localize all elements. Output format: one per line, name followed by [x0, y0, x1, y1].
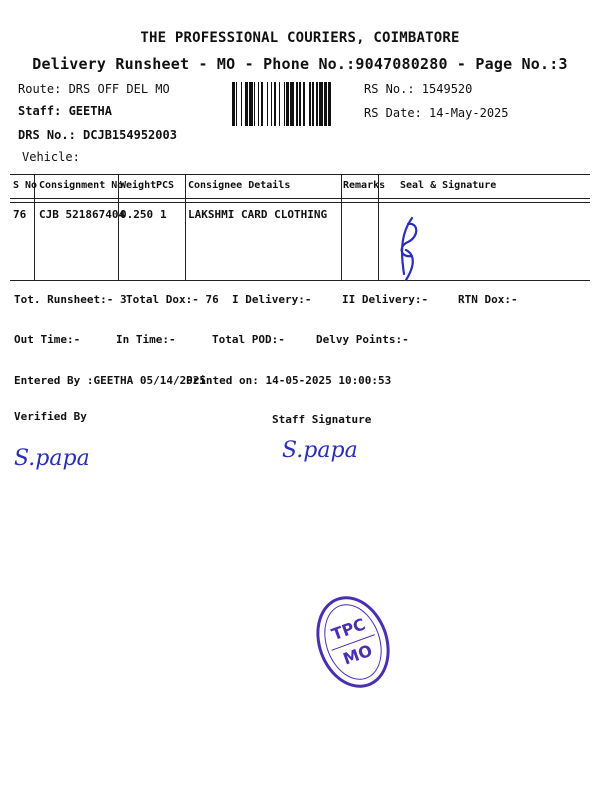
total-pod: Total POD:-: [212, 333, 285, 346]
col-sno: S No: [13, 180, 38, 191]
col-consignment: Consignment No: [39, 180, 124, 191]
tot-runsheet: Tot. Runsheet:- 3: [14, 293, 127, 306]
rtn-dox: RTN Dox:-: [458, 293, 518, 306]
consignment-table: [10, 174, 590, 282]
cell-consignment: CJB 521867404: [39, 208, 126, 221]
col-seal-signature: Seal & Signature: [400, 180, 497, 191]
stamp-line2: MO: [340, 640, 375, 669]
company-title: THE PROFESSIONAL COURIERS, COIMBATORE: [140, 30, 460, 46]
staff-signature: S.papa: [282, 438, 358, 463]
in-time: In Time:-: [116, 333, 176, 346]
cell-consignee: LAKSHMI CARD CLOTHING: [188, 208, 328, 221]
cell-weight: 0.250: [120, 208, 154, 221]
handwritten-signature-mark: [394, 214, 424, 284]
runsheet-subtitle: Delivery Runsheet - MO - Phone No.:9047080280 - Page No.:3: [32, 55, 568, 73]
col-remarks: Remarks: [343, 180, 386, 191]
cell-pcs: 1: [160, 208, 167, 221]
col-consignee: Consignee Details: [188, 180, 291, 191]
staff-label: Staff: GEETHA: [18, 104, 112, 118]
col-pcs: PCS: [156, 180, 175, 191]
verified-signature: S.papa: [14, 446, 90, 471]
rs-date: RS Date: 14-May-2025: [364, 106, 509, 120]
col-weight: Weight: [120, 180, 157, 191]
stamp-line1: TPC: [328, 614, 368, 644]
ii-delivery: II Delivery:-: [342, 293, 429, 306]
i-delivery: I Delivery:-: [232, 293, 312, 306]
rs-number: RS No.: 1549520: [364, 82, 473, 96]
tpc-mo-stamp: [304, 586, 402, 698]
printed-on: Printed on: 14-05-2025 10:00:53: [186, 374, 392, 387]
out-time: Out Time:-: [14, 333, 81, 346]
barcode: [232, 82, 356, 126]
verified-by-label: Verified By: [14, 410, 87, 423]
vehicle-label: Vehicle:: [22, 150, 80, 164]
barcode-bar: [328, 82, 331, 126]
drs-number: DRS No.: DCJB154952003: [18, 128, 177, 142]
delvy-points: Delvy Points:-: [316, 333, 409, 346]
total-dox: Total Dox:- 76: [126, 293, 219, 306]
cell-sno: 76: [13, 208, 27, 221]
route-label: Route: DRS OFF DEL MO: [18, 82, 170, 96]
staff-signature-label: Staff Signature: [272, 413, 372, 426]
entered-by: Entered By :GEETHA 05/14/2025: [14, 374, 207, 387]
